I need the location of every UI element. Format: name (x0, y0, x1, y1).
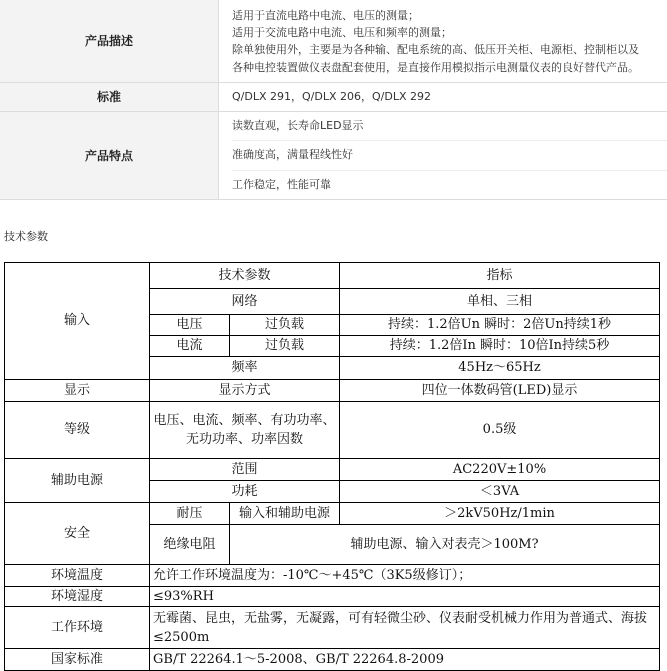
input-label: 输入 (5, 263, 150, 380)
withstand-value: ＞2kV50Hz/1min (340, 503, 660, 525)
work-env-value: 无霉菌、昆虫，无盐雾，无凝露，可有轻微尘砂、仪表耐受机械力作用为普通式、海拔≤2500m (150, 607, 660, 649)
insulation-value: 辅助电源、输入对表壳＞100M? (230, 525, 660, 565)
description-label: 产品描述 (0, 0, 219, 82)
feature-item: 读数直观，长寿命LED显示 (232, 112, 667, 142)
aux-range-value: AC220V±10% (340, 459, 660, 481)
description-line: 适用于直流电路中电流、电压的测量； (232, 9, 419, 22)
safety-label: 安全 (5, 503, 150, 565)
features-list (219, 112, 667, 200)
description-line: 各种电控装置做仪表盘配套使用，是直接作用模拟指示电测量仪表的良好替代产品。 (232, 60, 639, 74)
display-label: 显示 (5, 380, 150, 402)
work-env-label: 工作环境 (5, 607, 150, 649)
env-humidity-label: 环境湿度 (5, 587, 150, 607)
withstand-target: 输入和辅助电源 (230, 503, 340, 525)
current-label: 电流 (150, 336, 230, 357)
network-value: 单相、三相 (340, 289, 660, 315)
grade-value: 0.5级 (340, 402, 660, 459)
aux-power-label: 辅助电源 (5, 459, 150, 503)
section-title: 技术参数 (4, 230, 48, 243)
env-humidity-value: ≤93%RH (150, 587, 660, 607)
description-line: 适用于交流电路中电流、电压和频率的测量； (232, 26, 452, 40)
features-label: 产品特点 (0, 112, 219, 200)
national-std-value: GB/T 22264.1～5-2008、GB/T 22264.8-2009 (150, 649, 660, 671)
current-value: 持续：1.2倍In 瞬时：10倍In持续5秒 (340, 336, 660, 357)
tech-params-table (4, 262, 660, 671)
standard-value: Q/DLX 291，Q/DLX 206，Q/DLX 292 (232, 89, 431, 103)
grade-label: 等级 (5, 402, 150, 459)
display-value: 四位一体数码管(LED)显示 (340, 380, 660, 402)
current-overload-label: 过负载 (230, 336, 340, 357)
feature-item: 工作稳定，性能可靠 (232, 177, 331, 191)
env-temp-value: 允许工作环境温度为：-10℃～+45℃（3K5级修订）； (150, 565, 660, 587)
description-text (219, 0, 667, 82)
national-std-label: 国家标准 (5, 649, 150, 671)
product-info-table (0, 0, 667, 200)
aux-consumption-label: 功耗 (150, 481, 340, 503)
frequency-value: 45Hz～65Hz (340, 357, 660, 380)
insulation-label: 绝缘电阻 (150, 525, 230, 565)
voltage-label: 电压 (150, 315, 230, 336)
network-label: 网络 (150, 289, 340, 315)
header-param: 技术参数 (150, 263, 340, 289)
header-spec: 指标 (340, 263, 660, 289)
display-mode-label: 显示方式 (150, 380, 340, 402)
standard-label: 标准 (0, 83, 219, 111)
withstand-label: 耐压 (150, 503, 230, 525)
env-temp-label: 环境温度 (5, 565, 150, 587)
aux-consumption-value: ＜3VA (340, 481, 660, 503)
aux-range-label: 范围 (150, 459, 340, 481)
standard-row (0, 83, 667, 112)
voltage-value: 持续：1.2倍Un 瞬时：2倍Un持续1秒 (340, 315, 660, 336)
features-row (0, 112, 667, 201)
voltage-overload-label: 过负载 (230, 315, 340, 336)
frequency-label: 频率 (150, 357, 340, 380)
grade-items: 电压、电流、频率、有功功率、无功功率、功率因数 (150, 402, 340, 459)
feature-item: 准确度高，满量程线性好 (232, 141, 667, 171)
description-row (0, 0, 667, 83)
description-line: 除单独使用外，主要是为各种输、配电系统的高、低压开关柜、电源柜、控制柜以及 (232, 43, 639, 57)
